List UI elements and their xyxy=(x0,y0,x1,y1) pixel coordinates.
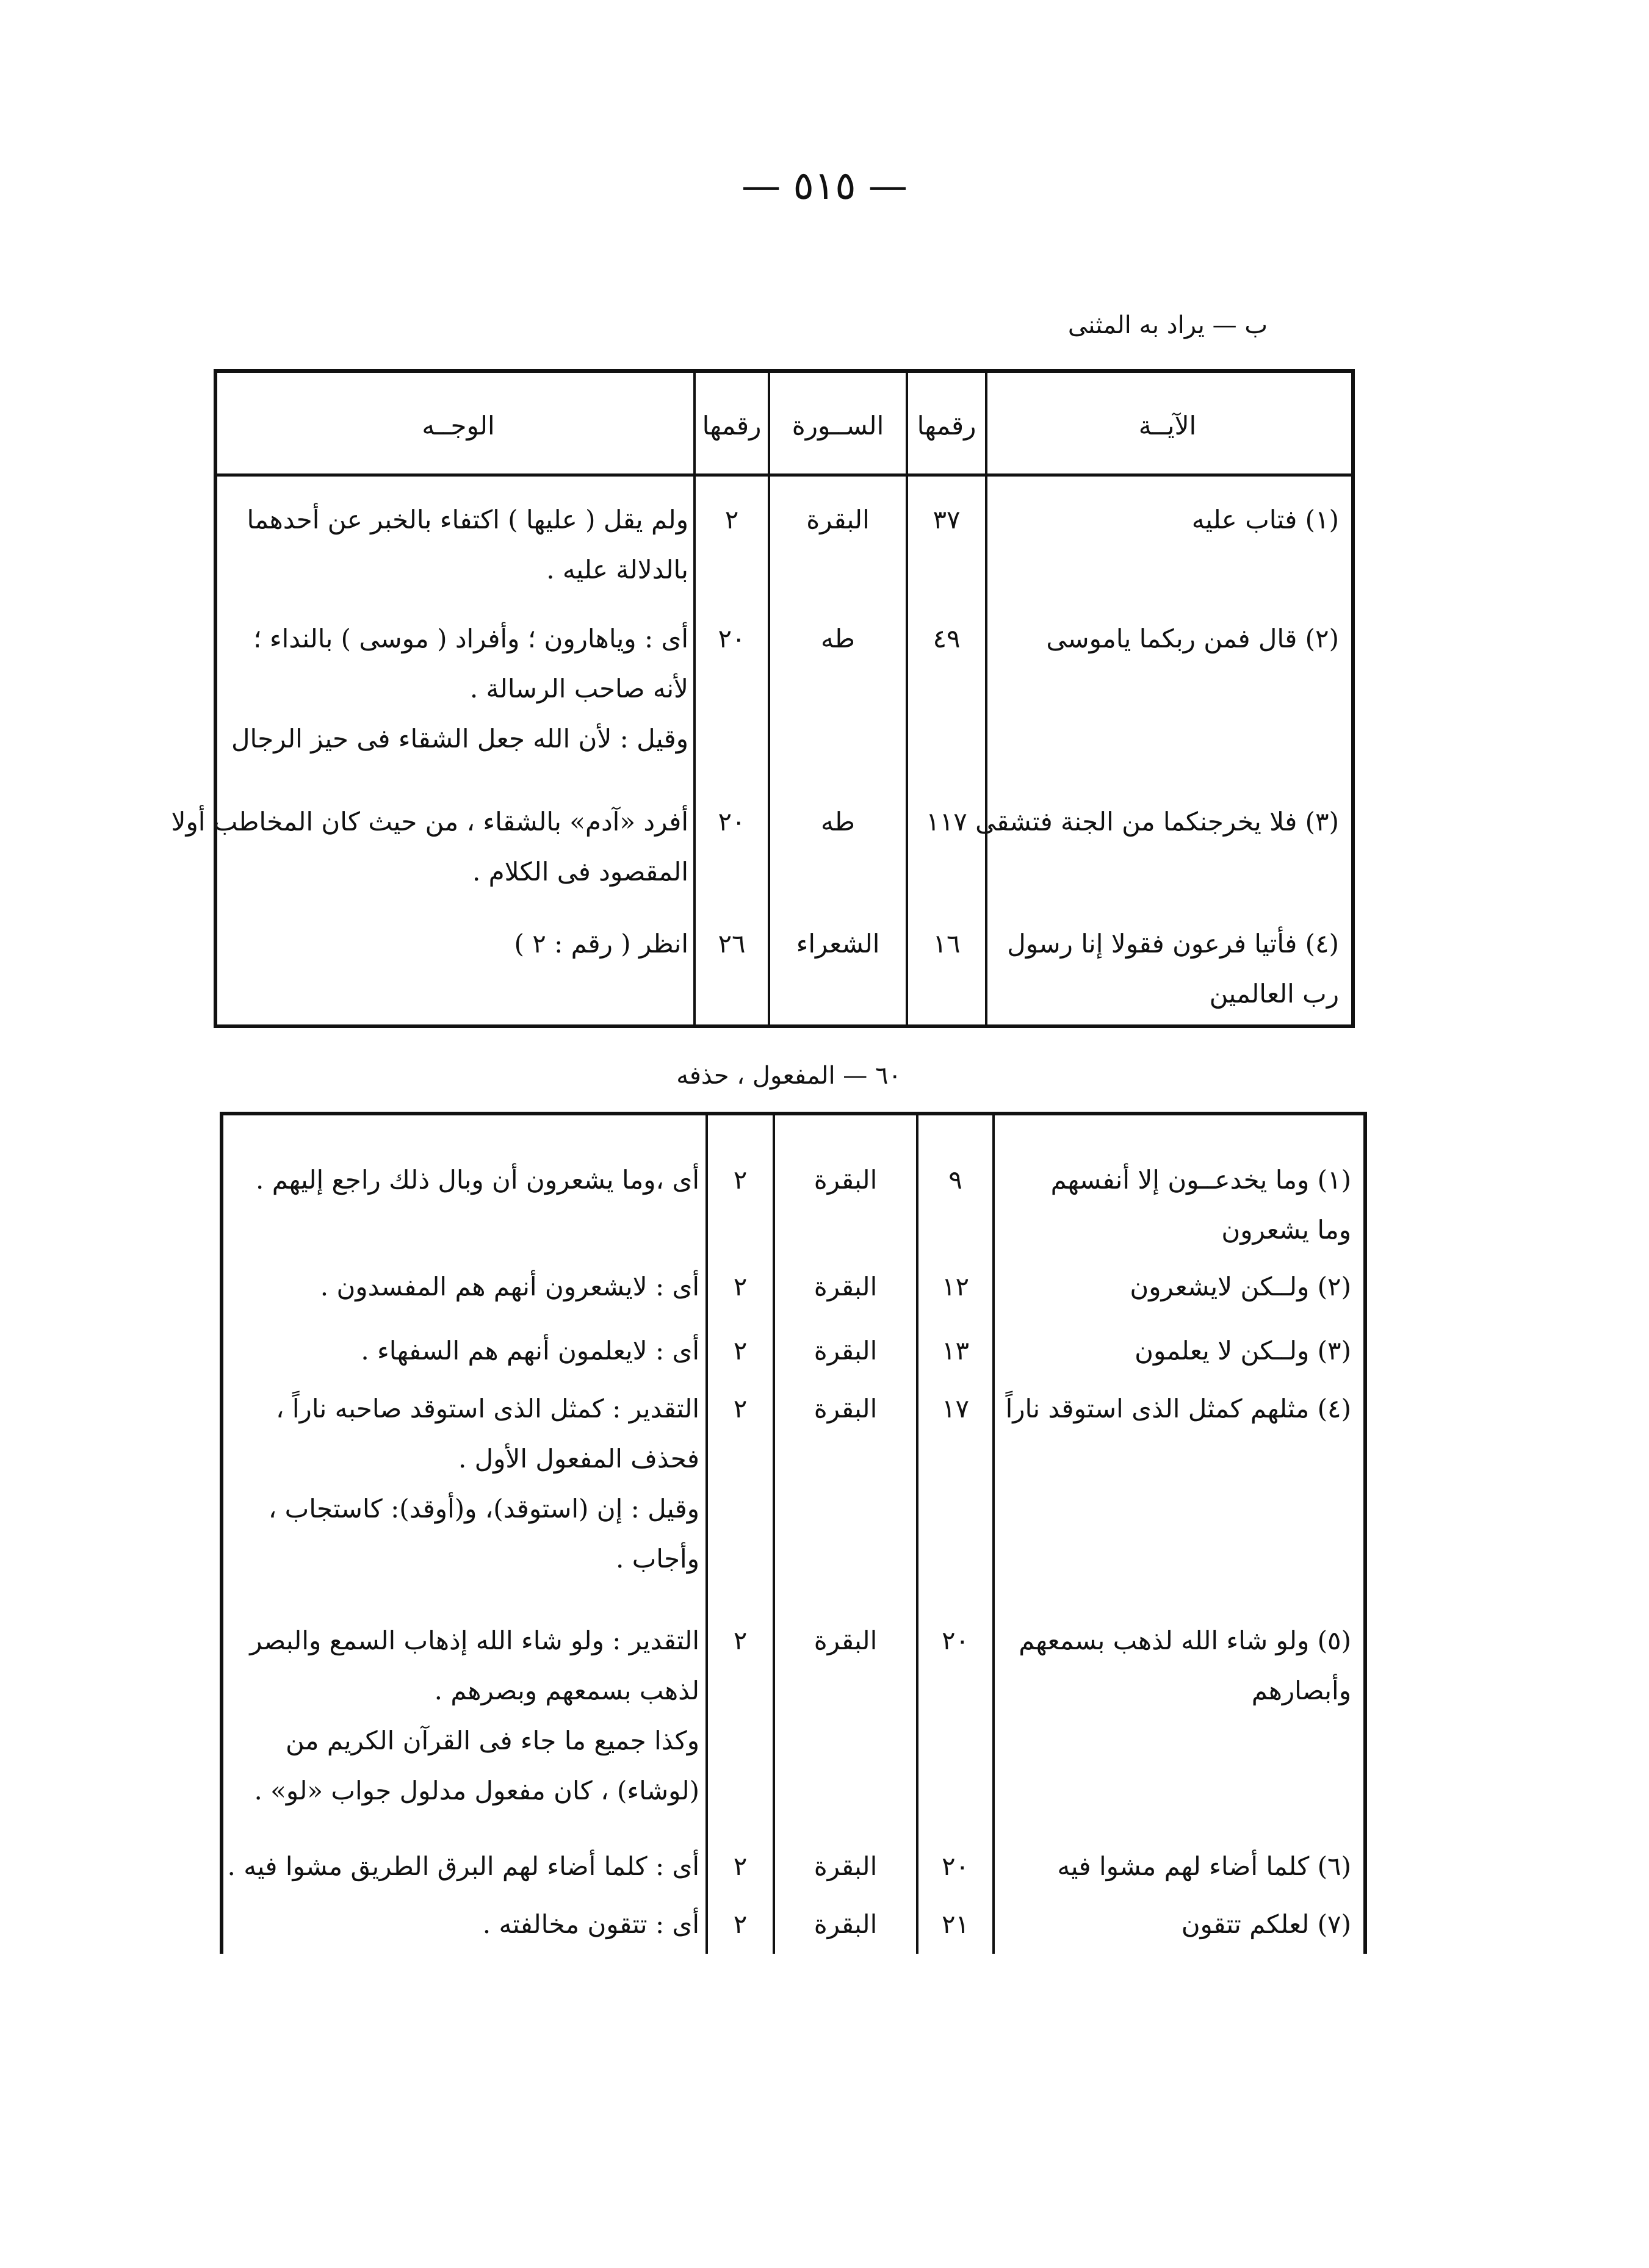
verse-number: ٢١ xyxy=(941,1909,970,1939)
header-surah-number: رقمها xyxy=(702,411,762,441)
header-verse: الآيــة xyxy=(1138,411,1197,441)
verse-number: ١٧ xyxy=(941,1394,970,1424)
surah-number: ٢٠ xyxy=(718,624,746,653)
header-verse-number: رقمها xyxy=(917,411,976,441)
verse-text: (١) وما يخدعــون إلا أنفسهم وما يشعرون xyxy=(1050,1165,1351,1245)
verse-text: (٤) مثلهم كمثل الذى استوقد ناراً xyxy=(1005,1394,1351,1424)
verse-text: (٢) قال فمن ربكما ياموسى xyxy=(1046,624,1339,653)
surah-name: البقرة xyxy=(814,1165,878,1195)
verse-text: (٤) فأتيا فرعون فقولا إنا رسول رب العالمين xyxy=(1007,929,1339,1009)
reason-text: أى : وياهارون ؛ وأفراد ( موسى ) بالنداء ؛ لأنه صاحب الرسالة . وقيل : لأن الله جعل الشقاء فى حيز الرجال xyxy=(231,624,688,754)
header-surah: الســورة xyxy=(792,411,884,441)
reason-text: أى : لايشعرون أنهم هم المفسدون . xyxy=(320,1272,699,1301)
verse-number: ١٣ xyxy=(941,1336,970,1366)
surah-name: البقرة xyxy=(814,1394,878,1424)
section-heading-b: ب — يراد به المثنى xyxy=(1067,311,1268,339)
surah-name: طه xyxy=(821,624,855,653)
verse-number: ٣٧ xyxy=(933,505,961,535)
table-section-60 xyxy=(220,1112,1367,1954)
surah-name: البقرة xyxy=(814,1909,878,1939)
verse-number: ٢٠ xyxy=(941,1851,970,1881)
verse-number: ٤٩ xyxy=(933,624,961,653)
surah-number: ٢ xyxy=(733,1625,748,1655)
surah-number: ٢٦ xyxy=(718,929,746,959)
surah-name: الشعراء xyxy=(796,929,880,959)
surah-name: طه xyxy=(821,807,855,837)
surah-name: البقرة xyxy=(814,1272,878,1301)
verse-text: (٧) لعلكم تتقون xyxy=(1181,1909,1351,1939)
surah-number: ٢ xyxy=(733,1851,748,1881)
surah-number: ٢ xyxy=(733,1165,748,1195)
verse-text: (٢) ولــكن لايشعرون xyxy=(1130,1272,1351,1301)
reason-text: أفرد «آدم» بالشقاء ، من حيث كان المخاطب أولا المقصود فى الكلام . xyxy=(171,807,688,887)
surah-number: ٢٠ xyxy=(718,807,746,837)
verse-number: ١٢ xyxy=(941,1272,970,1301)
reason-text: أى : كلما أضاء لهم البرق الطريق مشوا فيه . xyxy=(227,1851,699,1881)
table-section-b xyxy=(171,369,1355,1028)
verse-number: ٩ xyxy=(948,1165,962,1195)
surah-number: ٢ xyxy=(724,505,739,535)
verse-text: (٦) كلما أضاء لهم مشوا فيه xyxy=(1057,1851,1351,1881)
reason-text: انظر ( رقم : ٢ ) xyxy=(514,929,688,959)
surah-number: ٢ xyxy=(733,1909,748,1939)
verse-number: ١٦ xyxy=(933,929,961,959)
reason-text: أى : تتقون مخالفته . xyxy=(482,1909,699,1939)
surah-name: البقرة xyxy=(806,505,870,535)
reason-text: أى ،وما يشعرون أن وبال ذلك راجع إليهم . xyxy=(256,1165,699,1195)
section-heading-60: ٦٠ — المفعول ، حذفه xyxy=(676,1062,901,1090)
reason-text: أى : لايعلمون أنهم هم السفهاء . xyxy=(361,1336,699,1366)
surah-name: البقرة xyxy=(814,1851,878,1881)
reason-text: ولم يقل ( عليها ) اكتفاء بالخبر عن أحدهما بالدلالة عليه . xyxy=(247,505,688,585)
verse-text: (٥) ولو شاء الله لذهب بسمعهم وأبصارهم xyxy=(1019,1625,1351,1705)
header-reason: الوجــه xyxy=(422,411,495,441)
verse-number: ١١٧ xyxy=(926,807,967,837)
surah-number: ٢ xyxy=(733,1394,748,1424)
verse-text: (١) فتاب عليه xyxy=(1191,505,1339,535)
verse-text: (٣) فلا يخرجنكما من الجنة فتشقى xyxy=(975,807,1339,837)
surah-number: ٢ xyxy=(733,1336,748,1366)
reason-text: التقدير : كمثل الذى استوقد صاحبه ناراً ، فحذف المفعول الأول . وقيل : إن (استوقد)، و(أوقد): كاستجاب ، وأجاب . xyxy=(268,1394,699,1574)
surah-name: البقرة xyxy=(814,1336,878,1366)
verse-text: (٣) ولــكن لا يعلمون xyxy=(1135,1336,1351,1366)
surah-number: ٢ xyxy=(733,1272,748,1301)
verse-number: ٢٠ xyxy=(941,1625,970,1655)
page-number: — ٥١٥ — xyxy=(742,164,907,209)
surah-name: البقرة xyxy=(814,1625,878,1655)
reason-text: التقدير : ولو شاء الله إذهاب السمع والبصر لذهب بسمعهم وبصرهم . وكذا جميع ما جاء فى القرآن الكريم من (لوشاء) ، كان مفعول مدلول جواب «لو» . xyxy=(250,1625,699,1805)
